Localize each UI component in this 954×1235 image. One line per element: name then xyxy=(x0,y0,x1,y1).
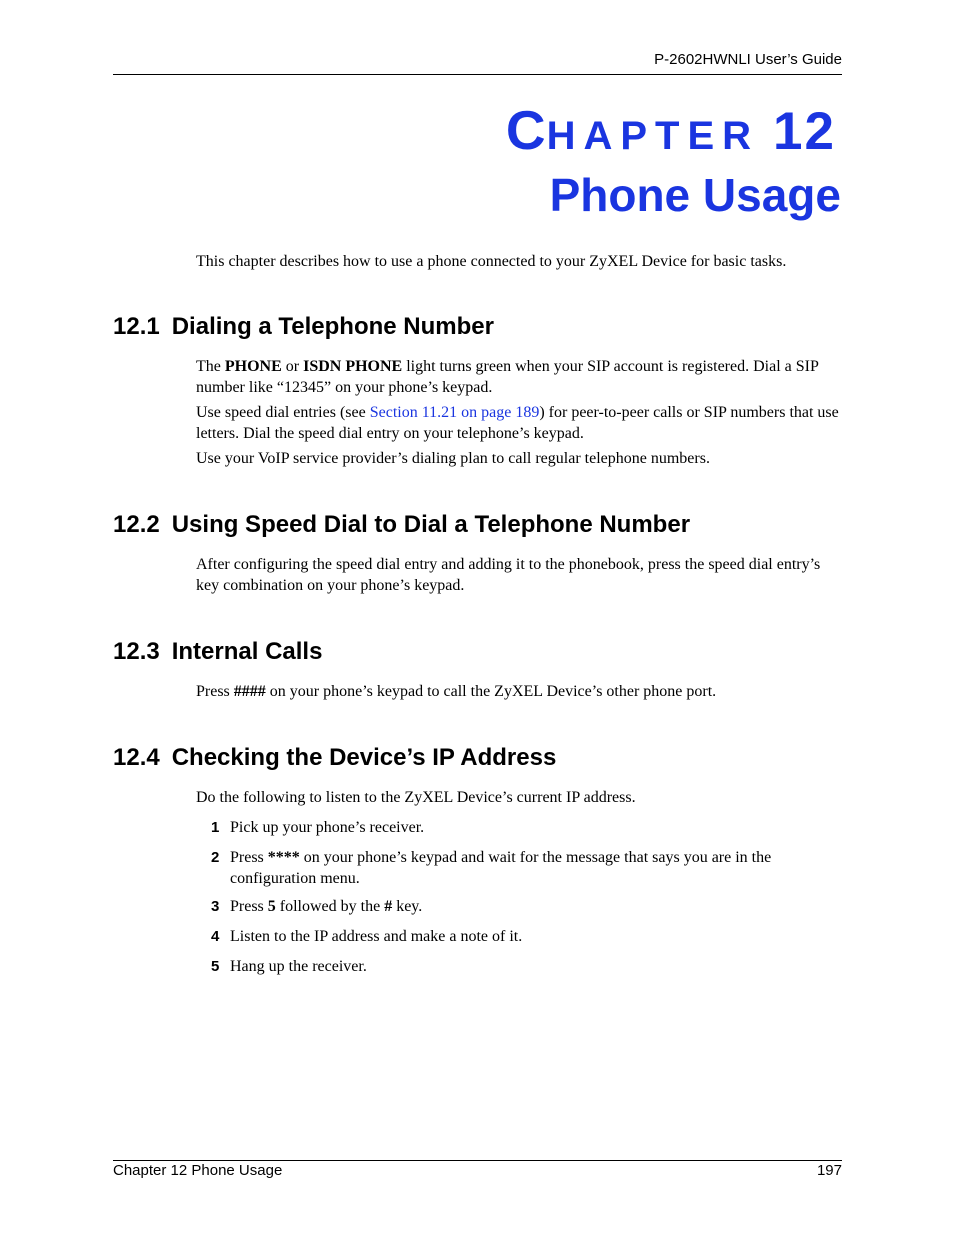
step-number: 3 xyxy=(211,898,220,915)
text: on your phone’s keypad to call the ZyXEL Device’s other phone port. xyxy=(265,683,717,700)
paragraph: After configuring the speed dial entry and adding it to the phonebook, press the speed dial entry’s key combination on your phone’s keypad. xyxy=(196,556,821,594)
step-number: 5 xyxy=(211,958,220,975)
bold-text: ISDN PHONE xyxy=(303,358,403,375)
step-text xyxy=(211,848,841,889)
chapter-intro: This chapter describes how to use a phone connected to your ZyXEL Device for basic tasks. xyxy=(196,253,787,270)
section-number: 12.2 xyxy=(113,511,160,538)
text: followed by the xyxy=(275,898,385,915)
section-title: Checking the Device’s IP Address xyxy=(171,744,557,771)
section-number: 12.3 xyxy=(113,638,160,665)
step-text: Hang up the receiver. xyxy=(230,958,367,975)
list-item xyxy=(211,927,841,948)
section-title: Internal Calls xyxy=(171,638,323,665)
text: key. xyxy=(392,898,423,915)
bold-text: 5 xyxy=(267,898,276,915)
step-text: Listen to the IP address and make a note of it. xyxy=(230,928,523,945)
section-heading-12-4 xyxy=(113,744,556,772)
chapter-label-rest: HAPTER xyxy=(546,114,760,158)
section-number: 12.4 xyxy=(113,744,160,771)
list-item xyxy=(211,818,841,839)
step-text xyxy=(211,897,841,918)
bold-text: #### xyxy=(233,683,266,700)
paragraph xyxy=(196,357,841,398)
bold-text: # xyxy=(384,898,393,915)
cross-reference-link[interactable]: Section 11.21 on page 189 xyxy=(369,404,540,421)
step-number: 1 xyxy=(211,819,220,836)
text: Press xyxy=(230,849,268,866)
text: or xyxy=(281,358,304,375)
list-item xyxy=(211,897,841,918)
text: The xyxy=(196,358,225,375)
chapter-title: Phone Usage xyxy=(549,169,841,221)
footer-rule xyxy=(113,1160,842,1161)
chapter-label xyxy=(506,100,836,166)
paragraph xyxy=(196,682,841,703)
section-number: 12.1 xyxy=(113,313,160,340)
section-heading-12-1 xyxy=(113,313,494,341)
chapter-label-initial: C xyxy=(505,99,547,161)
paragraph xyxy=(196,403,841,444)
text: Use speed dial entries (see xyxy=(196,404,370,421)
text: Press xyxy=(196,683,234,700)
footer-chapter-ref: Chapter 12 Phone Usage xyxy=(113,1162,283,1179)
step-number: 2 xyxy=(211,849,220,866)
bold-text: PHONE xyxy=(224,358,282,375)
list-item xyxy=(211,957,841,978)
paragraph: Do the following to listen to the ZyXEL Device’s current IP address. xyxy=(196,789,636,806)
chapter-number: 12 xyxy=(773,102,836,161)
step-text: Pick up your phone’s receiver. xyxy=(230,819,425,836)
page-number: 197 xyxy=(816,1162,842,1179)
list-item xyxy=(211,848,841,889)
section-title: Using Speed Dial to Dial a Telephone Number xyxy=(171,511,691,538)
step-number: 4 xyxy=(211,928,220,945)
section-heading-12-2 xyxy=(113,511,690,539)
section-heading-12-3 xyxy=(113,638,322,666)
text: light turns green when your SIP account is registered. Dial a SIP number like “12345” on your phone’s keypad. xyxy=(196,358,819,396)
running-header: P-2602HWNLI User’s Guide xyxy=(654,51,842,68)
bold-text: **** xyxy=(267,849,300,866)
section-title: Dialing a Telephone Number xyxy=(171,313,494,340)
paragraph: Use your VoIP service provider’s dialing plan to call regular telephone numbers. xyxy=(196,450,710,467)
text: on your phone’s keypad and wait for the message that says you are in the configuration menu. xyxy=(230,849,772,887)
text: Press xyxy=(230,898,268,915)
text: ) for peer-to-peer calls or SIP numbers that use letters. Dial the speed dial entry on your telephone’s keypad. xyxy=(196,404,839,442)
header-rule xyxy=(113,74,842,75)
